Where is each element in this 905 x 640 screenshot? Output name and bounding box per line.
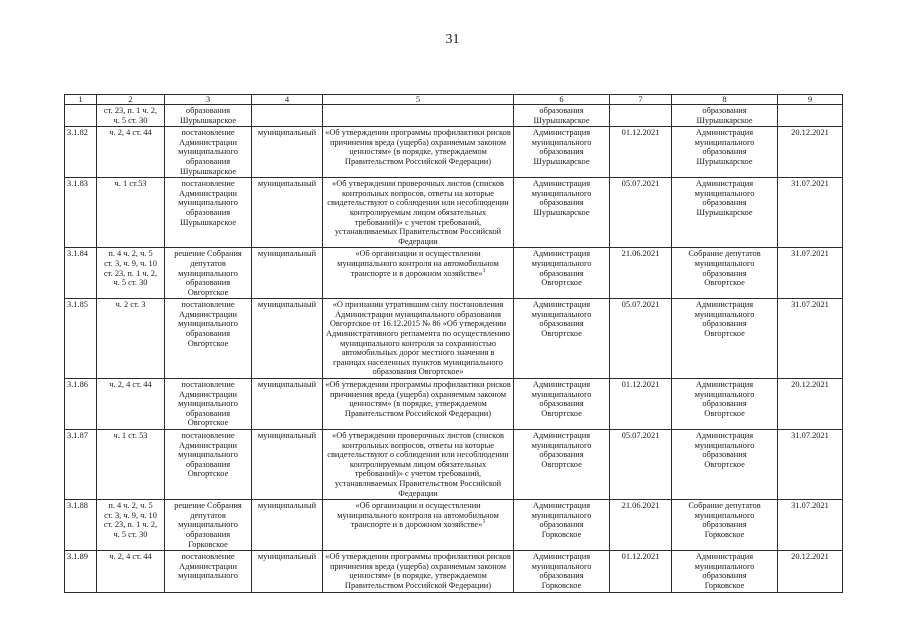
page-number: 31 — [445, 32, 460, 47]
row-number-text: 3.1.89 — [67, 552, 88, 562]
adopting-body-cell-text: образования Шурышкарское — [533, 106, 590, 125]
act-title-cell-text: «Об утверждении программы профилактики рисков причинения вреда (ущерба) охраняемым законом ценностям» (в порядке, утверждаемом Правительством Российской Федерации) — [325, 380, 511, 418]
legal-basis-cell-text: п. 4 ч. 2, ч. 5 ст. 3, ч. 9, ч. 10 ст. 23, п. 1 ч. 2, ч. 5 ст. 30 — [103, 249, 158, 288]
start-date-cell — [610, 551, 672, 592]
start-date-cell-text: 21.06.2021 — [621, 501, 660, 511]
adopting-body-cell-text: Администрация муниципального образования Шурышкарское — [531, 179, 592, 217]
legal-basis-cell-text: ч. 2, 4 ст. 44 — [109, 128, 152, 138]
row-number-text: 3.1.82 — [67, 128, 88, 138]
act-title-cell-text: «Об организации и осуществлении муниципального контроля на автомобильном транспорте и в дорожном хозяйстве»$^1$ — [337, 249, 499, 278]
legal-basis-cell-text: ч. 1 ст.53 — [114, 179, 147, 189]
act-type-cell-text: решение Собрания депутатов муниципального образования Горковское — [174, 501, 242, 549]
act-type-cell — [165, 430, 252, 500]
column-number: 7 — [610, 95, 672, 105]
act-title-cell — [323, 430, 514, 500]
table-row — [65, 430, 843, 500]
act-title-cell-text: «Об утверждении программы профилактики рисков причинения вреда (ущерба) охраняемым законом ценностям» (в порядке, утверждаемом Правительством Российской Федерации) — [325, 552, 511, 590]
responsible-body-cell — [672, 500, 778, 551]
row-number — [65, 379, 97, 430]
legal-basis-cell — [97, 430, 165, 500]
footnote-marker: 1 — [482, 519, 486, 526]
end-date-cell-text: 31.07.2021 — [791, 431, 829, 440]
start-date-cell-text: 01.12.2021 — [621, 552, 660, 562]
adopting-body-cell-text: Администрация муниципального образования Шурышкарское — [531, 128, 592, 166]
responsible-body-cell — [672, 105, 778, 127]
act-title-cell-text: «Об утверждении проверочных листов (списков контрольных вопросов, ответы на которые свидетельствуют о соблюдении или несоблюдении контролируемым лицом обязательных требований)» с учетом требований, устанавливаемых Правительством Российской Федерации — [327, 431, 509, 498]
table-row — [65, 127, 843, 178]
act-type-cell — [165, 551, 252, 592]
adopting-body-cell — [514, 127, 610, 178]
responsible-body-cell — [672, 551, 778, 592]
level-cell-text: муниципальный — [257, 431, 317, 440]
row-number-text: 3.1.83 — [67, 179, 88, 189]
row-number — [65, 248, 97, 299]
end-date-cell — [778, 500, 843, 551]
responsible-body-cell-text: Администрация муниципального образования Шурышкарское — [694, 128, 755, 166]
act-type-cell-text: постановление Администрации муниципального образования Шурышкарское — [178, 128, 238, 176]
end-date-cell-text: 20.12.2021 — [791, 552, 829, 562]
row-number-text: 3.1.87 — [67, 431, 88, 440]
end-date-cell-text: 31.07.2021 — [791, 179, 829, 189]
adopting-body-cell-text: Администрация муниципального образования Овгортское — [531, 431, 592, 469]
act-title-cell — [323, 178, 514, 248]
responsible-body-cell-text: Администрация муниципального образования Овгортское — [694, 431, 755, 469]
adopting-body-cell — [514, 551, 610, 592]
column-number: 3 — [165, 95, 252, 105]
responsible-body-cell — [672, 248, 778, 299]
end-date-cell — [778, 248, 843, 299]
act-title-cell — [323, 105, 514, 127]
adopting-body-cell — [514, 178, 610, 248]
column-number: 6 — [514, 95, 610, 105]
level-cell — [252, 379, 323, 430]
row-number — [65, 551, 97, 592]
column-number: 5 — [323, 95, 514, 105]
row-number — [65, 127, 97, 178]
responsible-body-cell-text: образования Шурышкарское — [696, 106, 753, 125]
act-type-cell — [165, 379, 252, 430]
start-date-cell — [610, 379, 672, 430]
responsible-body-cell — [672, 127, 778, 178]
start-date-cell — [610, 105, 672, 127]
start-date-cell — [610, 500, 672, 551]
legal-basis-cell — [97, 500, 165, 551]
act-type-cell-text: постановление Администрации муниципального образования Овгортское — [178, 380, 238, 428]
act-type-cell-text: постановление Администрации муниципального образования Шурышкарское — [178, 179, 238, 227]
table-row — [65, 248, 843, 299]
legal-basis-cell — [97, 379, 165, 430]
legal-basis-cell-text: ч. 1 ст. 53 — [113, 431, 148, 440]
act-type-cell — [165, 127, 252, 178]
end-date-cell — [778, 178, 843, 248]
legal-basis-cell — [97, 299, 165, 379]
table-row — [65, 299, 843, 379]
adopting-body-cell — [514, 379, 610, 430]
table-row — [65, 105, 843, 127]
legal-basis-cell — [97, 248, 165, 299]
row-number-text: 3.1.86 — [67, 380, 88, 390]
act-title-cell — [323, 500, 514, 551]
adopting-body-cell — [514, 430, 610, 500]
start-date-cell-text: 05.07.2021 — [621, 179, 660, 189]
end-date-cell-text: 31.07.2021 — [791, 501, 829, 511]
end-date-cell-text: 20.12.2021 — [791, 128, 829, 138]
act-type-cell — [165, 299, 252, 379]
responsible-body-cell-text: Администрация муниципального образования Овгортское — [694, 380, 755, 418]
level-cell-text: муниципальный — [257, 128, 317, 138]
adopting-body-cell-text: Администрация муниципального образования Горковское — [531, 501, 592, 539]
end-date-cell — [778, 379, 843, 430]
end-date-cell-text: 20.12.2021 — [791, 380, 829, 390]
legal-basis-cell-text: ч. 2 ст. 3 — [115, 300, 146, 310]
act-type-cell — [165, 178, 252, 248]
responsible-body-cell-text: Собрание депутатов муниципального образования Овгортское — [688, 249, 761, 288]
level-cell-text: муниципальный — [257, 179, 317, 189]
act-title-cell-text: «О признании утратившим силу постановления Администрации муниципального образования Овгортское от 16.12.2015 № 86 «Об утверждении Административного регламента по осуществлению муниципального контроля за сохранностью автомобильных дорог местного значения в границах населенных пунктов муниципального образования Овгортское» — [325, 300, 511, 377]
column-number: 8 — [672, 95, 778, 105]
adopting-body-cell-text: Администрация муниципального образования Овгортское — [531, 249, 592, 288]
act-type-cell — [165, 105, 252, 127]
end-date-cell — [778, 551, 843, 592]
table-row — [65, 178, 843, 248]
level-cell — [252, 105, 323, 127]
legal-basis-cell — [97, 178, 165, 248]
start-date-cell — [610, 127, 672, 178]
level-cell — [252, 430, 323, 500]
legal-basis-cell — [97, 105, 165, 127]
row-number-text: 3.1.84 — [67, 249, 88, 259]
responsible-body-cell — [672, 379, 778, 430]
act-title-cell — [323, 127, 514, 178]
end-date-cell — [778, 299, 843, 379]
column-number: 2 — [97, 95, 165, 105]
start-date-cell-text: 05.07.2021 — [621, 300, 660, 310]
responsible-body-cell — [672, 178, 778, 248]
act-title-cell-text: «Об организации и осуществлении муниципального контроля на автомобильном транспорте и в дорожном хозяйстве»$^1$ — [337, 501, 499, 530]
act-type-cell-text: постановление Администрации муниципального образования Овгортское — [178, 431, 238, 479]
column-number: 4 — [252, 95, 323, 105]
act-title-cell — [323, 248, 514, 299]
legal-basis-cell — [97, 127, 165, 178]
adopting-body-cell — [514, 500, 610, 551]
level-cell-text: муниципальный — [257, 552, 317, 562]
act-type-cell-text: постановление Администрации муниципального — [178, 552, 238, 581]
footnote-marker: 1 — [482, 267, 486, 274]
adopting-body-cell-text: Администрация муниципального образования Овгортское — [531, 300, 592, 339]
legal-basis-cell-text: ч. 2, 4 ст. 44 — [109, 380, 152, 390]
act-type-cell-text: постановление Администрации муниципального образования Овгортское — [178, 300, 238, 348]
responsible-body-cell — [672, 430, 778, 500]
responsible-body-cell — [672, 299, 778, 379]
start-date-cell-text: 01.12.2021 — [621, 128, 660, 138]
register-table — [64, 94, 843, 593]
column-number-row — [65, 95, 843, 105]
column-number: 1 — [65, 95, 97, 105]
act-type-cell — [165, 500, 252, 551]
act-type-cell-text: решение Собрания депутатов муниципального образования Овгортское — [174, 249, 242, 297]
row-number — [65, 178, 97, 248]
act-title-cell-text: «Об утверждении проверочных листов (списков контрольных вопросов, ответы на которые свидетельствуют о соблюдении или несоблюдении контролируемым лицом обязательных требований)» с учетом требований, устанавливаемых Правительством Российской Федерации — [327, 179, 509, 246]
level-cell — [252, 248, 323, 299]
level-cell-text: муниципальный — [257, 249, 317, 259]
table-row — [65, 551, 843, 592]
adopting-body-cell-text: Администрация муниципального образования Овгортское — [531, 380, 592, 418]
column-number: 9 — [778, 95, 843, 105]
level-cell — [252, 299, 323, 379]
legal-basis-cell — [97, 551, 165, 592]
adopting-body-cell — [514, 248, 610, 299]
end-date-cell — [778, 430, 843, 500]
table-row — [65, 379, 843, 430]
responsible-body-cell-text: Администрация муниципального образования Шурышкарское — [694, 179, 755, 217]
start-date-cell — [610, 178, 672, 248]
start-date-cell-text: 01.12.2021 — [621, 380, 660, 390]
start-date-cell — [610, 248, 672, 299]
adopting-body-cell — [514, 299, 610, 379]
adopting-body-cell — [514, 105, 610, 127]
end-date-cell-text: 31.07.2021 — [791, 300, 829, 310]
responsible-body-cell-text: Собрание депутатов муниципального образования Горковское — [688, 501, 761, 539]
act-title-cell — [323, 551, 514, 592]
level-cell-text: муниципальный — [257, 380, 317, 390]
adopting-body-cell-text: Администрация муниципального образования Горковское — [531, 552, 592, 590]
level-cell-text: муниципальный — [257, 501, 317, 511]
start-date-cell-text: 05.07.2021 — [621, 431, 660, 440]
level-cell — [252, 178, 323, 248]
level-cell — [252, 500, 323, 551]
level-cell — [252, 127, 323, 178]
start-date-cell — [610, 299, 672, 379]
act-title-cell — [323, 299, 514, 379]
row-number-text: 3.1.85 — [67, 300, 88, 310]
end-date-cell — [778, 105, 843, 127]
row-number — [65, 105, 97, 127]
row-number-text: 3.1.88 — [67, 501, 88, 511]
level-cell — [252, 551, 323, 592]
legal-basis-cell-text: ст. 23, п. 1 ч. 2, ч. 5 ст. 30 — [103, 106, 158, 125]
end-date-cell-text: 31.07.2021 — [791, 249, 829, 259]
responsible-body-cell-text: Администрация муниципального образования Овгортское — [694, 300, 755, 339]
level-cell-text: муниципальный — [257, 300, 317, 310]
row-number — [65, 430, 97, 500]
row-number — [65, 500, 97, 551]
start-date-cell — [610, 430, 672, 500]
row-number — [65, 299, 97, 379]
responsible-body-cell-text: Администрация муниципального образования Горковское — [694, 552, 755, 590]
legal-basis-cell-text: ч. 2, 4 ст. 44 — [109, 552, 152, 562]
act-type-cell-text: образования Шурышкарское — [179, 106, 237, 125]
start-date-cell-text: 21.06.2021 — [621, 249, 660, 259]
act-title-cell — [323, 379, 514, 430]
legal-basis-cell-text: п. 4 ч. 2, ч. 5 ст. 3, ч. 9, ч. 10 ст. 23, п. 1 ч. 2, ч. 5 ст. 30 — [103, 501, 158, 539]
act-type-cell — [165, 248, 252, 299]
table-row — [65, 500, 843, 551]
act-title-cell-text: «Об утверждении программы профилактики рисков причинения вреда (ущерба) охраняемым законом ценностям» (в порядке, утверждаемом Правительством Российской Федерации) — [325, 128, 511, 166]
end-date-cell — [778, 127, 843, 178]
